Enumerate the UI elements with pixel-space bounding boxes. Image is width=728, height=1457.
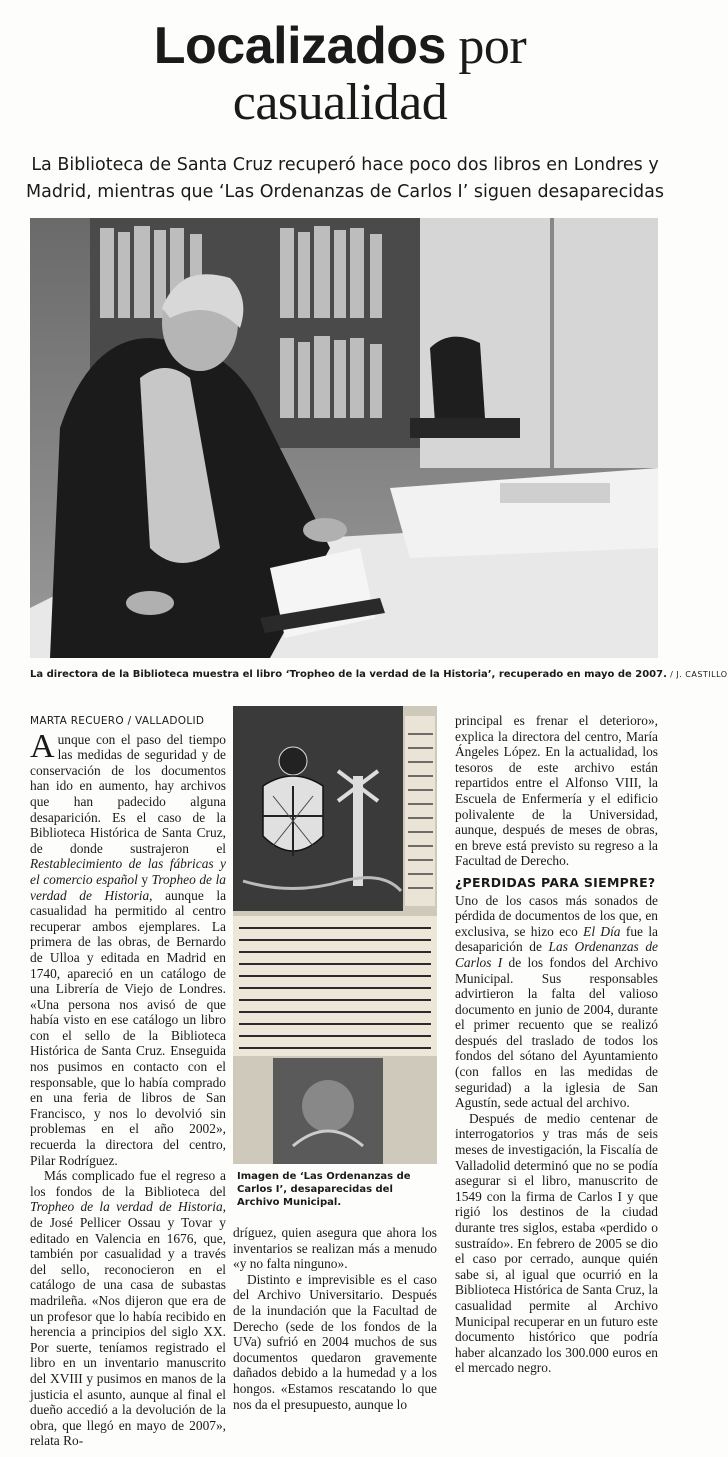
paragraph-7: Después de medio centenar de interrogatorios y tras más de seis meses de investigación, la Fiscalía de Valladolid determinó que no se podía asegurar si el libro, manuscrito de 1549 con la firma de Carlos I y que rigió los destinos de la ciudad durante tres siglos, estaba «perdido o sustraído». En febrero de 2005 se dio el caso por cerrado, aunque quién sabe si, al igual que ocurrió en la Biblioteca Histórica de Santa Cruz, la casualidad permite al Archivo Municipal recuperar en un futuro este documento histórico que podría haber alcanzado los 300.000 euros en el mercado negro. <box>455 1110 658 1376</box>
p1-text-a: unque con el paso del tiempo las medidas de seguridad y de conservación de los documentos han ido en aumento, hay archivos que han padecido alguna desaparición. Es el caso de la Biblioteca Histórica de Santa Cruz, de donde sustrajeron el <box>30 731 226 856</box>
headline-line2: casualidad <box>232 74 448 131</box>
p2-title: Tropheo de la verdad de Historia, <box>30 1199 226 1215</box>
paragraph-5: principal es frenar el deterioro», explica la directora del centro, María Ángeles López. En la actualidad, los tesoros de este archivo están repartidos entre el Alfonso VIII, la Escuela de Enfermería y el edificio polivalente de la Universidad, aunque, después de meses de obras, en breve está previsto su regreso a la Facultad de Derecho. <box>455 713 658 869</box>
headline-light: por <box>458 18 527 75</box>
p1-title-1: Restablecimiento de las fábricas y el comercio español <box>30 856 226 887</box>
p2-text-b: de José Pellicer Ossau y Tovar y editado en Valencia en 1676, que, también por casualidad y a través del sello, reconocieron en el catálogo de una casa de subastas madrileña. «Nos dijeron que era de un profesor que lo había recibido en herencia a principios del siglo XX. Por suerte, teníamos registrado el libro en un inventario manuscrito del XVIII y pusimos en manos de la justicia el asunto, aunque al final el dueño accedió a la devolución de la obra, que llegó en mayo de 2007», relata Ro- <box>30 1215 226 1449</box>
manuscript-illustration <box>233 706 437 1164</box>
paragraph-1 <box>30 727 227 1169</box>
paragraph-2 <box>30 1168 226 1449</box>
drop-cap: A <box>30 727 55 765</box>
paragraph-6 <box>455 893 658 1111</box>
paragraph-3: dríguez, quien asegura que ahora los inventarios se realizan más a menudo «y no falta ninguno». <box>233 1225 437 1272</box>
subheadline: La Biblioteca de Santa Cruz recuperó hace poco dos libros en Londres y Madrid, mientras que ‘Las Ordenanzas de Carlos I’ siguen desaparecidas <box>26 155 664 202</box>
director-photo <box>30 218 658 658</box>
column-1 <box>30 714 226 1449</box>
byline: MARTA RECUERO / VALLADOLID <box>30 715 205 727</box>
photo-caption <box>30 668 728 681</box>
photo-credit: / J. CASTILLO <box>670 670 728 679</box>
p6-text-a: Uno de los casos más sonados de pérdida de documentos de los que, en exclusiva, se hizo eco <box>455 892 658 939</box>
p1-title-2: Tropheo de la verdad de Historia <box>30 871 226 903</box>
paragraph-4: Distinto e imprevisible es el caso del Archivo Universitario. Después de la inundación que la Facultad de Derecho (sede de los fondos de la UVa) sufrió en 2004 muchos de sus documentos quedaron gravemente dañados debido a la humedad y a los hongos. «Estamos rescatando lo que nos da el presupuesto, aunque lo <box>233 1271 437 1412</box>
headline-bold: Localizados <box>153 17 446 75</box>
p6-text-b: fue la desaparición de <box>455 923 658 955</box>
document-caption <box>237 1170 437 1209</box>
ordenanzas-image <box>233 706 437 1164</box>
p6-title: Las Ordenanzas de Carlos I <box>455 939 658 970</box>
p6-newspaper: El Día <box>583 923 621 939</box>
p6-text-c: de los fondos del Archivo Municipal. Sus responsables advirtieron la falta del valioso documento en junio de 2004, durante el primer recuento que se realizó después del traslado de todos los fondos del sótano del Ayuntamiento (con fallos en las medidas de seguridad) a la iglesia de San Agustín, sede actual del archivo. <box>455 954 658 1111</box>
document-caption-text: Imagen de ‘Las Ordenanzas de Carlos I’, desaparecidas del Archivo Municipal. <box>237 1171 411 1208</box>
p2-text-a: Más complicado fue el regreso a los fondos de la Biblioteca del <box>30 1168 226 1199</box>
p1-text-b: y <box>137 871 152 887</box>
photo-illustration <box>30 218 658 658</box>
column-3 <box>455 713 658 1376</box>
p1-text-c: , aunque la casualidad ha permitido al centro recuperar ambos ejemplares. La primera de las obras, de Bernardo de Ulloa y editada en Madrid en 1740, apareció en un catálogo de una Librería de Viejo de Londres. «Una persona nos avisó de que había visto en ese catálogo un libro con el sello de la Biblioteca Histórica de Santa Cruz. Enseguida nos pusimos en contacto con el responsable, que lo había comprado en una feria de libros de San Francisco, y nos lo devolvió sin problemas en el año 2002», recuerda la directora del centro, Pilar Rodríguez. <box>30 887 227 1168</box>
headline <box>0 18 680 131</box>
section-subtitle: ¿PERDIDAS PARA SIEMPRE? <box>455 874 656 890</box>
photo-caption-text: La directora de la Biblioteca muestra el libro ‘Trophe​o de la verdad de la Historia’, recuperado en mayo de 2007. <box>30 669 667 680</box>
column-2 <box>233 1225 437 1412</box>
